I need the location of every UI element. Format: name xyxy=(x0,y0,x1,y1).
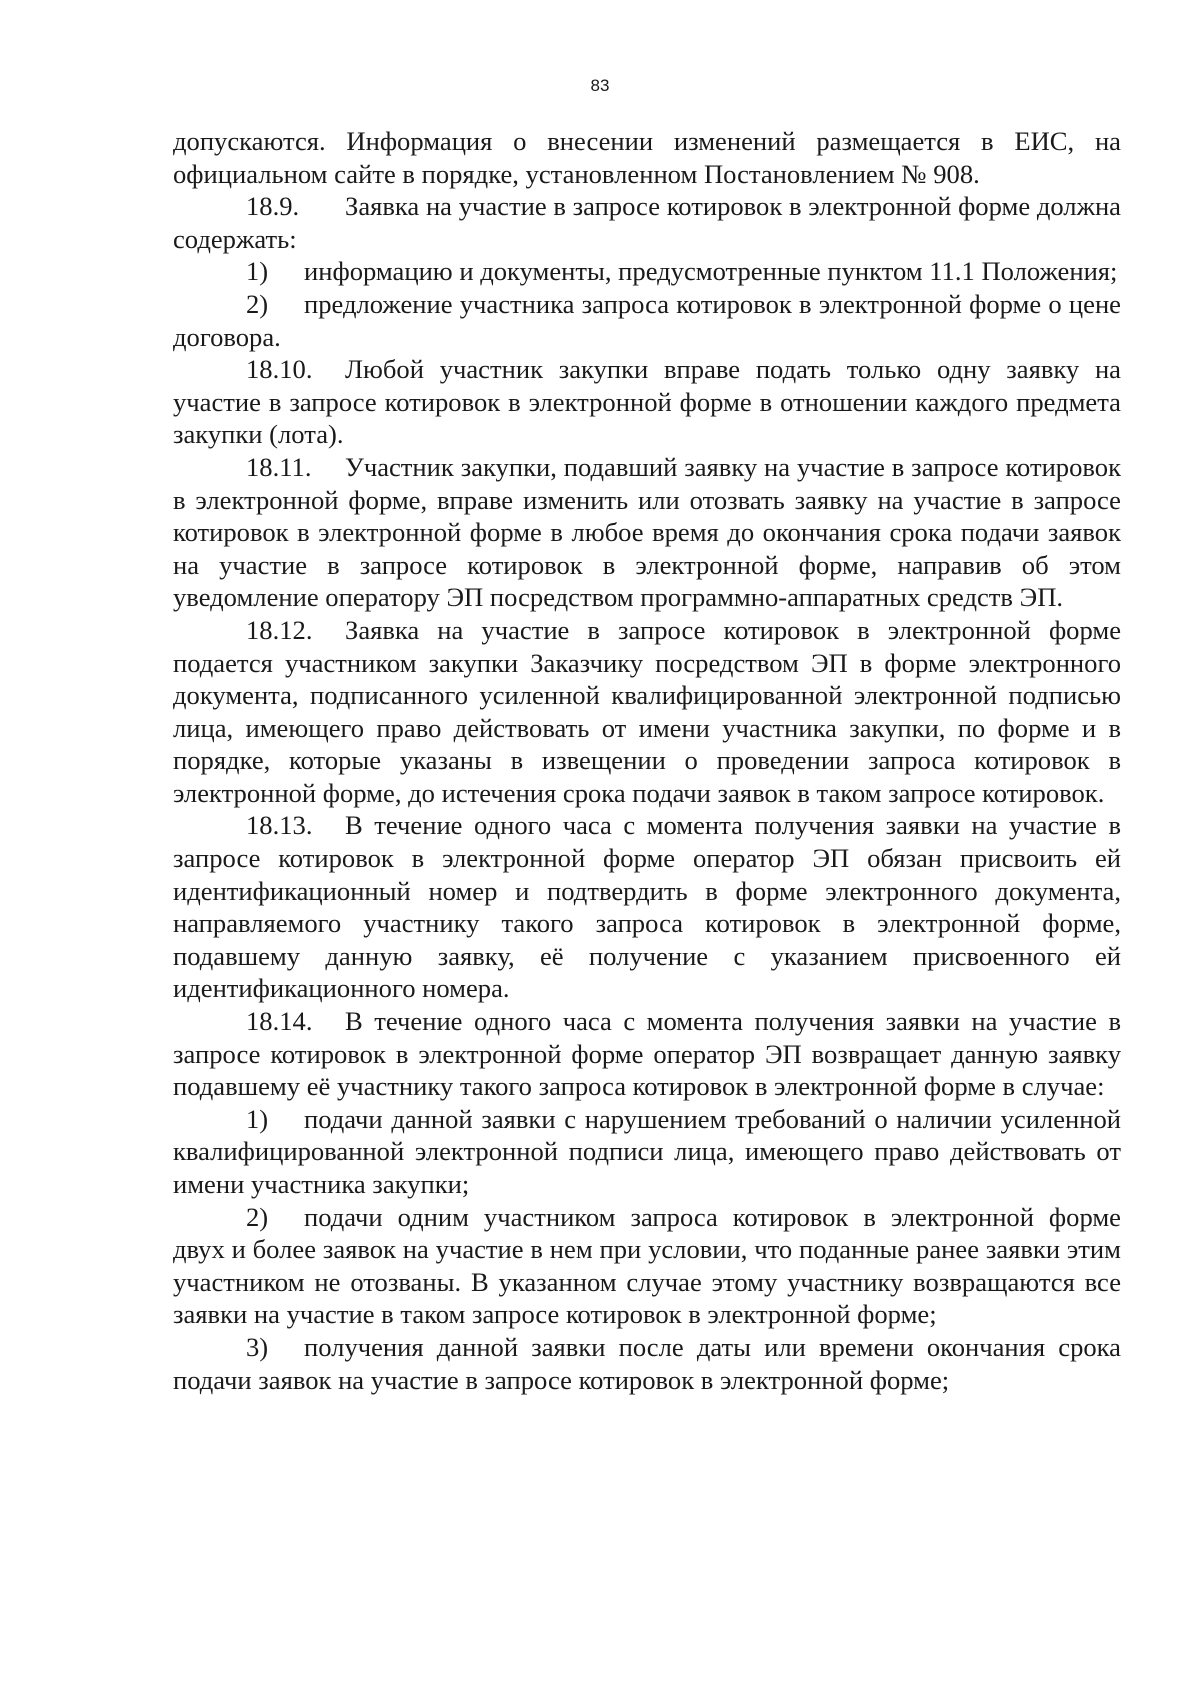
paragraph-text: В течение одного часа с момента получения заявки на участие в запросе котировок в электронной форме оператор ЭП обязан присвоить ей идентификационный номер и подтвердить в форме электронного документа, направляемого участнику такого запроса котировок в электронной форме, подавшему данную заявку, её получение с указанием присвоенного ей идентификационного номера. xyxy=(173,810,1121,1004)
list-item-3 xyxy=(173,1331,1121,1396)
list-item-1 xyxy=(173,255,1121,288)
list-item-text: подачи одним участником запроса котировок в электронной форме двух и более заявок на участие в нем при условии, что поданные ранее заявки этим участником не отозваны. В указанном случае этому участнику возвращаются все заявки на участие в таком запросе котировок в электронной форме; xyxy=(173,1201,1121,1330)
list-item-number: 1) xyxy=(246,1103,269,1134)
paragraph-18-13 xyxy=(173,809,1121,1005)
paragraph-text: Участник закупки, подавший заявку на участие в запросе котировок в электронной форме, вправе изменить или отозвать заявку на участие в запросе котировок в электронной форме в любое время до окончания срока подачи заявок на участие в запросе котировок в электронной форме, направив об этом уведомление оператору ЭП посредством программно-аппаратных средств ЭП. xyxy=(173,451,1121,613)
list-item-text: предложение участника запроса котировок в электронной форме о цене договора. xyxy=(173,288,1121,352)
paragraph-18-9 xyxy=(173,190,1121,255)
paragraph-18-11 xyxy=(173,451,1121,614)
paragraph-number: 18.11. xyxy=(246,451,312,482)
paragraph-text: допускаются. Информация о внесении изменений размещается в ЕИС, на официальном сайте в порядке, установленном Постановлением № 908. xyxy=(173,126,1121,189)
paragraph-number: 18.9. xyxy=(246,191,300,222)
list-item-number: 2) xyxy=(246,288,269,319)
paragraph-number: 18.10. xyxy=(246,354,313,385)
list-item-2 xyxy=(173,1201,1121,1331)
list-item-text: подачи данной заявки с нарушением требований о наличии усиленной квалифицированной электронной подписи лица, имеющего право действовать от имени участника закупки; xyxy=(173,1103,1121,1199)
list-item-number: 1) xyxy=(246,256,269,287)
page-number: 83 xyxy=(590,76,610,95)
list-item-number: 3) xyxy=(246,1331,269,1362)
paragraph-continuation xyxy=(173,125,1121,190)
paragraph-text: Заявка на участие в запросе котировок в электронной форме подается участником закупки Заказчику посредством ЭП в форме электронного документа, подписанного усиленной квалифицированной электронной подписью лица, имеющего право действовать от имени участника закупки, по форме и в порядке, которые указаны в извещении о проведении запроса котировок в электронной форме, до истечения срока подачи заявок в таком запросе котировок. xyxy=(173,614,1121,808)
list-item-number: 2) xyxy=(246,1201,269,1232)
paragraph-text: Любой участник закупки вправе подать только одну заявку на участие в запросе котировок в электронной форме в отношении каждого предмета закупки (лота). xyxy=(173,354,1121,450)
list-item-2 xyxy=(173,288,1121,353)
paragraph-18-12 xyxy=(173,614,1121,810)
paragraph-text: В течение одного часа с момента получения заявки на участие в запросе котировок в электронной форме оператор ЭП возвращает данную заявку подавшему её участнику такого запроса котировок в электронной форме в случае: xyxy=(173,1006,1121,1102)
paragraph-18-10 xyxy=(173,353,1121,451)
list-item-text: получения данной заявки после даты или времени окончания срока подачи заявок на участие в запросе котировок в электронной форме; xyxy=(173,1331,1121,1395)
paragraph-text: Заявка на участие в запросе котировок в электронной форме должна содержать: xyxy=(173,191,1121,254)
paragraph-18-14 xyxy=(173,1005,1121,1103)
paragraph-number: 18.13. xyxy=(246,810,313,841)
paragraph-number: 18.12. xyxy=(246,614,313,645)
list-item-text: информацию и документы, предусмотренные пунктом 11.1 Положения; xyxy=(304,256,1118,287)
document-body xyxy=(173,125,1121,1396)
list-item-1 xyxy=(173,1103,1121,1201)
paragraph-number: 18.14. xyxy=(246,1006,313,1037)
